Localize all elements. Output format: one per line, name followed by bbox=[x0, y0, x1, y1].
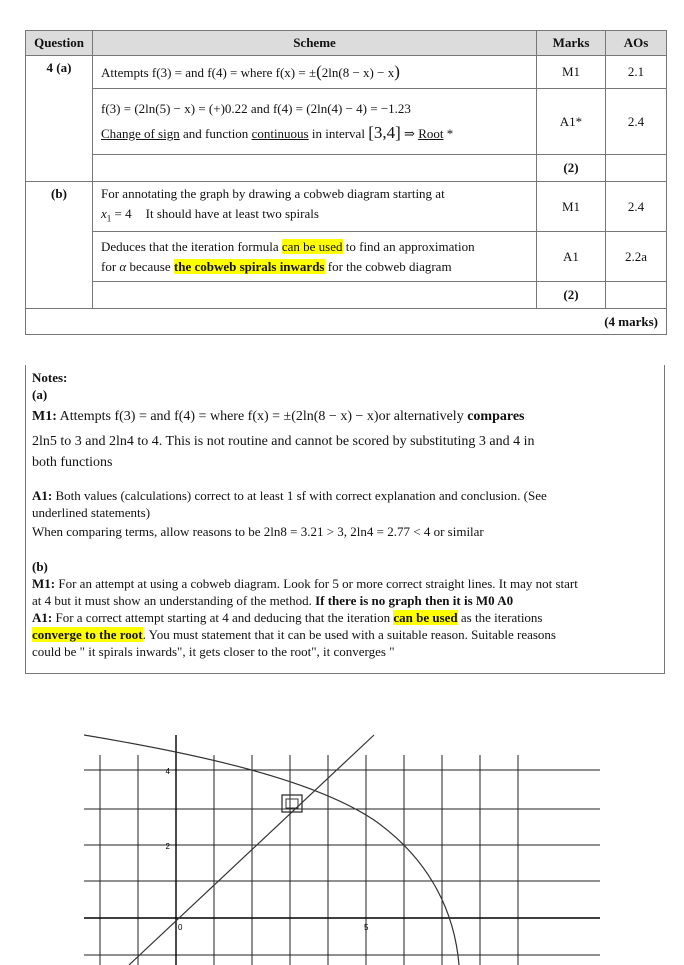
text: . You must statement that it can be used with a suitable reason. Suitable reasons bbox=[142, 627, 556, 642]
text: because bbox=[126, 258, 174, 274]
scheme-text bbox=[93, 232, 537, 282]
scheme-text bbox=[93, 89, 537, 155]
underlined-text: Root bbox=[418, 126, 444, 141]
marks-cell: A1 bbox=[537, 232, 606, 282]
text: for the cobweb diagram bbox=[324, 258, 452, 274]
cobweb-graph bbox=[84, 725, 600, 965]
note-ba1 bbox=[32, 609, 658, 626]
math: 2ln(8 − x) − x bbox=[321, 65, 395, 80]
header-question: Question bbox=[26, 31, 93, 56]
math: f(3) = bbox=[114, 409, 151, 424]
graph-grid bbox=[84, 755, 600, 965]
note-label: A1: bbox=[32, 488, 53, 503]
text: where bbox=[240, 65, 276, 80]
scheme-empty bbox=[93, 155, 537, 182]
header-row bbox=[26, 31, 667, 56]
scheme-line bbox=[101, 121, 536, 146]
note-a1-cont bbox=[32, 523, 658, 540]
marks-cell: M1 bbox=[537, 56, 606, 89]
text: or alternatively bbox=[378, 409, 468, 424]
scheme-row-b2 bbox=[26, 232, 667, 282]
note-ba1-cont bbox=[32, 626, 658, 643]
subtotal-row-a bbox=[26, 155, 667, 182]
question-label-b: (b) bbox=[26, 182, 93, 309]
text: in interval bbox=[308, 126, 369, 141]
note-m1 bbox=[32, 406, 658, 427]
math: α bbox=[119, 258, 127, 274]
scheme-row-a1 bbox=[26, 56, 667, 89]
text: to find an approximation bbox=[342, 238, 475, 254]
scheme-row-a2 bbox=[26, 89, 667, 155]
scheme-empty bbox=[93, 282, 537, 309]
note-m1-cont bbox=[32, 431, 658, 452]
math: f(4) = (2ln(4) − 4) = −1.23 bbox=[272, 101, 411, 116]
subtotal-row-b bbox=[26, 282, 667, 309]
marks-cell: M1 bbox=[537, 182, 606, 232]
math: f(4) = bbox=[207, 65, 241, 80]
bold-text: If there is no graph then it is M0 A0 bbox=[315, 593, 514, 608]
ao-cell: 2.1 bbox=[606, 56, 667, 89]
scheme-text bbox=[93, 56, 537, 89]
math: ) bbox=[394, 62, 400, 81]
text: For an attempt at using a cobweb diagram. Look for 5 or more correct straight lines. It may not start bbox=[55, 576, 578, 591]
total-row bbox=[26, 309, 667, 335]
scheme-line bbox=[101, 237, 536, 257]
tick-label-0: 0 bbox=[178, 923, 183, 932]
notes-part-a-label: (a) bbox=[32, 387, 48, 402]
text: For annotating the graph by drawing a cobweb diagram starting at bbox=[101, 186, 445, 202]
tick-label-4: 4 bbox=[165, 767, 170, 776]
text: to 4. This is not routine and cannot be scored by substituting 3 and 4 in bbox=[133, 434, 535, 449]
math: f(3) = bbox=[151, 65, 186, 80]
ao-cell: 2.2a bbox=[606, 232, 667, 282]
note-a1 bbox=[32, 487, 658, 504]
total-marks: (4 marks) bbox=[26, 309, 667, 335]
text: Attempts bbox=[56, 409, 115, 424]
highlighted-text: can be used bbox=[281, 238, 343, 254]
note-bm1 bbox=[32, 575, 658, 592]
header-marks: Marks bbox=[537, 31, 606, 56]
text: Both values (calculations) correct to at least 1 sf with correct explanation and conclusion. (See bbox=[52, 488, 547, 503]
highlighted-text: converge to the root bbox=[32, 627, 143, 642]
spacer bbox=[32, 473, 658, 487]
mark-scheme-table bbox=[25, 30, 667, 335]
text: and bbox=[150, 409, 175, 424]
notes-section bbox=[25, 365, 665, 674]
scheme-text bbox=[93, 182, 537, 232]
text: as the iterations bbox=[457, 610, 543, 625]
ao-empty bbox=[606, 155, 667, 182]
math: 2ln8 = 3.21 > 3, 2ln4 = 2.77 < 4 bbox=[263, 524, 431, 539]
scheme-row-b1 bbox=[26, 182, 667, 232]
header-scheme: Scheme bbox=[93, 31, 537, 56]
text: and function bbox=[179, 126, 252, 141]
tick-label-5: 5 bbox=[364, 923, 369, 932]
math: f(x) = ± bbox=[275, 65, 317, 80]
text: and bbox=[185, 65, 208, 80]
math: f(3) = (2ln(5) − x) = (+)0.22 bbox=[101, 101, 248, 116]
math: f(x) = ±(2ln(8 − x) − x) bbox=[247, 409, 379, 424]
note-label: M1: bbox=[32, 409, 57, 424]
math: ( bbox=[316, 62, 322, 81]
text: at 4 but it must show an understanding of the method. bbox=[32, 593, 316, 608]
math: 2ln4 bbox=[109, 434, 134, 449]
subtotal-cell: (2) bbox=[537, 155, 606, 182]
spacer bbox=[32, 540, 658, 558]
math-sub: 1 bbox=[106, 213, 112, 224]
text: When comparing terms, allow reasons to be bbox=[32, 524, 264, 539]
math: ⇒ bbox=[400, 126, 419, 141]
text: for bbox=[101, 258, 120, 274]
text: could be " it spirals inwards", it gets closer to the root", it converges " bbox=[32, 644, 395, 659]
highlighted-text: can be used bbox=[393, 610, 458, 625]
math: = 4 bbox=[111, 206, 132, 222]
scheme-line bbox=[101, 97, 536, 121]
math: f(4) = bbox=[174, 409, 210, 424]
text: underlined statements) bbox=[32, 505, 151, 520]
note-label: M1: bbox=[32, 576, 56, 591]
text: and bbox=[247, 101, 273, 116]
cobweb-spiral-inner bbox=[286, 799, 298, 808]
underlined-text: Change of sign bbox=[101, 126, 180, 141]
note-label: A1: bbox=[32, 610, 53, 625]
ao-empty bbox=[606, 282, 667, 309]
text: For a correct attempt starting at 4 and deducing that the iteration bbox=[52, 610, 394, 625]
bold-text: compares bbox=[467, 409, 525, 424]
scheme-line bbox=[101, 204, 536, 229]
header-aos: AOs bbox=[606, 31, 667, 56]
text: Attempts bbox=[101, 65, 152, 80]
subtotal-cell: (2) bbox=[537, 282, 606, 309]
ao-cell: 2.4 bbox=[606, 182, 667, 232]
note-bm1-cont bbox=[32, 592, 658, 609]
underlined-text: continuous bbox=[251, 126, 309, 141]
text: where bbox=[209, 409, 248, 424]
tick-label-2: 2 bbox=[165, 842, 170, 851]
notes-part-b-label: (b) bbox=[32, 559, 48, 574]
text: It should have at least two spirals bbox=[145, 206, 319, 222]
question-label-a: 4 (a) bbox=[26, 56, 93, 182]
text: or similar bbox=[430, 524, 484, 539]
ao-cell: 2.4 bbox=[606, 89, 667, 155]
scheme-line bbox=[101, 257, 536, 277]
text: Deduces that the iteration formula bbox=[101, 238, 282, 254]
math: x bbox=[101, 206, 107, 222]
highlighted-text: the cobweb spirals inwards bbox=[173, 258, 325, 274]
notes-title: Notes: bbox=[32, 370, 68, 385]
marks-cell: A1* bbox=[537, 89, 606, 155]
math: 2ln5 bbox=[32, 434, 57, 449]
text: both functions bbox=[32, 455, 113, 470]
text: to 3 and bbox=[56, 434, 109, 449]
math: [3,4] bbox=[368, 123, 401, 142]
math: * bbox=[443, 126, 454, 141]
